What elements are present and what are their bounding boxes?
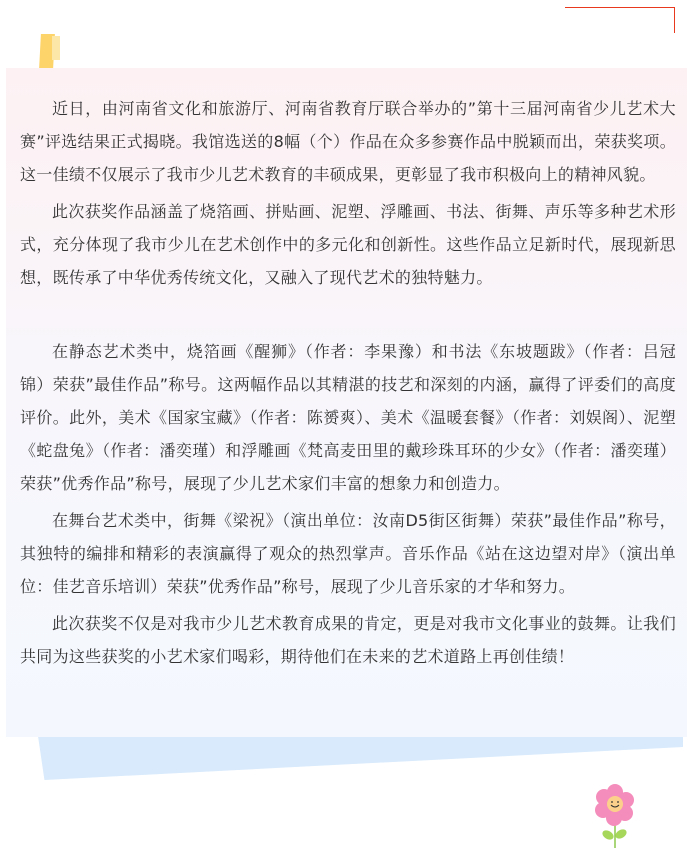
article-body (20, 92, 676, 677)
paragraph-static-art: 在静态艺术类中，烧箔画《醒狮》（作者：李果豫）和书法《东坡题跋》（作者：吕冠锦）荣获”最佳作品”称号。这两幅作品以其精湛的技艺和深刻的内涵，赢得了评委们的高度评价。此外，美术《国家宝藏》（作者：陈赟爽）、美术《温暖套餐》（作者：刘娱阁）、泥塑《蛇盘兔》（作者：潘奕瑾）和浮雕画《梵高麦田里的戴珍珠耳环的少女》（作者：潘奕瑾）荣获”优秀作品”称号，展现了少儿艺术家们丰富的想象力和创造力。 (20, 342, 676, 493)
paragraph-conclusion: 此次获奖不仅是对我市少儿艺术教育成果的肯定，更是对我市文化事业的鼓舞。让我们共同为这些获奖的小艺术家们喝彩，期待他们在未来的艺术道路上再创佳绩！ (20, 614, 676, 666)
card-shadow-decoration (38, 736, 683, 780)
tab-decoration-light (52, 36, 60, 60)
paragraph-forms: 此次获奖作品涵盖了烧箔画、拼贴画、泥塑、浮雕画、书法、街舞、声乐等多种艺术形式，充分体现了我市少儿在艺术创作中的多元化和创新性。这些作品立足新时代，展现新思想，既传承了中华优秀传统文化，又融入了现代艺术的独特魅力。 (20, 202, 676, 287)
corner-decoration (565, 7, 675, 33)
paragraph-intro: 近日，由河南省文化和旅游厅、河南省教育厅联合举办的”第十三届河南省少儿艺术大赛”评选结果正式揭晓。我馆选送的8幅（个）作品在众多参赛作品中脱颖而出，荣获奖项。这一佳绩不仅展示了我市少儿艺术教育的丰硕成果，更彰显了我市积极向上的精神风貌。 (20, 99, 676, 184)
paragraph-stage-art: 在舞台艺术类中，街舞《梁祝》（演出单位：汝南D5街区街舞）荣获”最佳作品”称号，其独特的编排和精彩的表演赢得了观众的热烈掌声。音乐作品《站在这边望对岸》（演出单位：佳艺音乐培训）荣获”优秀作品”称号，展现了少儿音乐家的才华和努力。 (20, 511, 676, 596)
paragraph-spacer (20, 298, 676, 331)
flower-icon (590, 780, 640, 850)
